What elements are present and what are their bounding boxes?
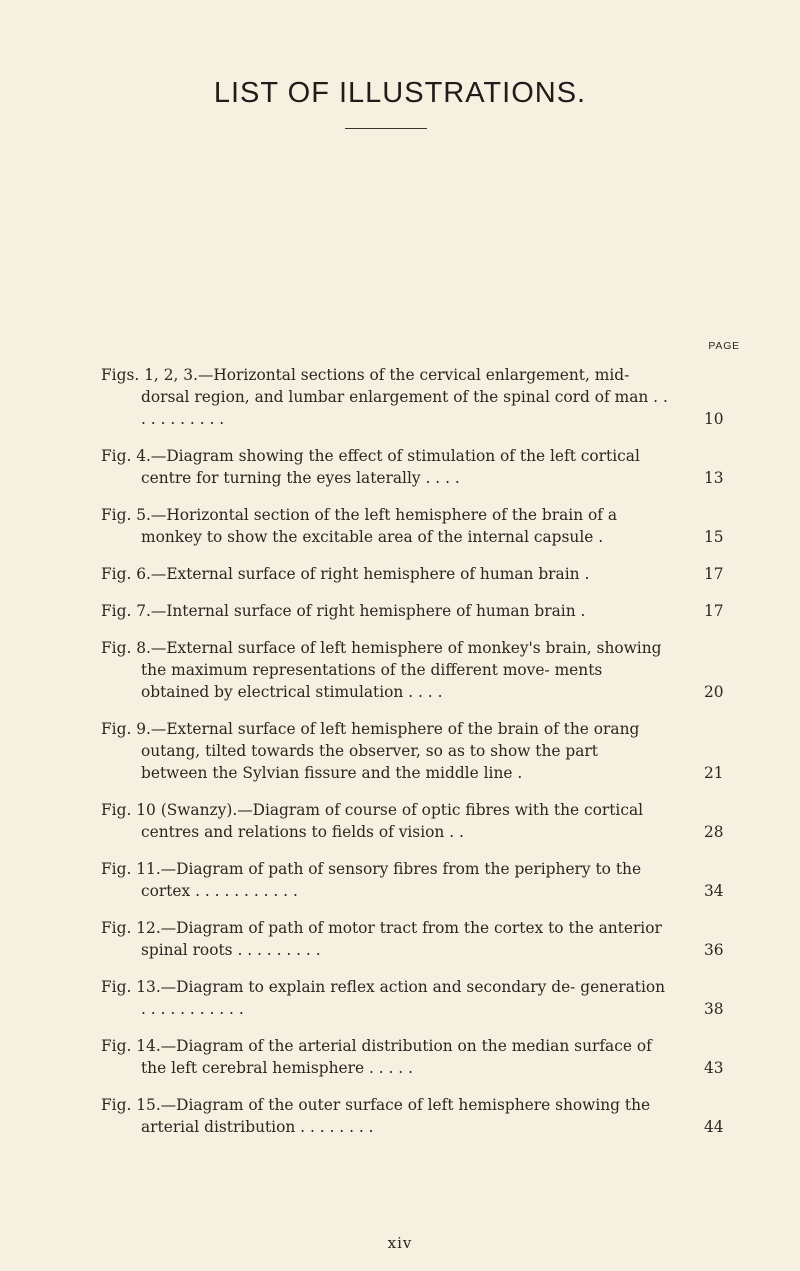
entry-page: 36 bbox=[704, 941, 724, 959]
entry-text: Fig. 6.—External surface of right hemisphere of human brain . bbox=[101, 565, 590, 583]
entry-text: Fig. 14.—Diagram of the arterial distribution on the median surface of the left cerebral hemisphere . . . . . bbox=[101, 1037, 652, 1077]
entry-page: 43 bbox=[704, 1059, 724, 1077]
list-item bbox=[0, 799, 724, 843]
entry-text: Fig. 10 (Swanzy).—Diagram of course of optic fibres with the cortical centres and relations to fields of vision . . bbox=[101, 801, 644, 841]
entry-page: 34 bbox=[704, 882, 724, 900]
list-item bbox=[0, 563, 724, 585]
entry-text: Fig. 5.—Horizontal section of the left hemisphere of the brain of a monkey to show the excitable area of the internal capsule . bbox=[101, 506, 618, 546]
entry-page: 13 bbox=[704, 469, 724, 487]
list-item bbox=[0, 917, 724, 961]
entry-text: Fig. 15.—Diagram of the outer surface of left hemisphere showing the arterial distribution . . . . . . . . bbox=[101, 1096, 651, 1136]
entry-page: 44 bbox=[704, 1118, 724, 1136]
page-column-heading: PAGE bbox=[708, 340, 740, 352]
entry-text: Figs. 1, 2, 3.—Horizontal sections of the cervical enlargement, mid-dorsal region, and lumbar enlargement of the spinal cord of man . . . . . . . . . . . bbox=[101, 366, 668, 428]
list-item bbox=[0, 858, 724, 902]
list-item bbox=[0, 718, 724, 784]
entry-page: 10 bbox=[704, 410, 724, 428]
list-item bbox=[0, 1035, 724, 1079]
list-item bbox=[0, 976, 724, 1020]
entry-page: 28 bbox=[704, 823, 724, 841]
list-item bbox=[0, 1094, 724, 1138]
entry-text: Fig. 4.—Diagram showing the effect of stimulation of the left cortical centre for turning the eyes laterally . . . . bbox=[101, 447, 640, 487]
entry-page: 17 bbox=[704, 602, 724, 620]
page-title: LIST OF ILLUSTRATIONS. bbox=[213, 77, 587, 109]
entry-text: Fig. 8.—External surface of left hemisphere of monkey's brain, showing the maximum representations of the different move- ments obtained by electrical stimulation . . . . bbox=[101, 639, 662, 701]
entry-text: Fig. 7.—Internal surface of right hemisphere of human brain . bbox=[101, 602, 586, 620]
list-item bbox=[0, 504, 724, 548]
list-item bbox=[0, 364, 724, 430]
title-rule bbox=[345, 128, 427, 129]
page-number: xiv bbox=[387, 1234, 413, 1252]
entry-text: Fig. 13.—Diagram to explain reflex action and secondary de- generation . . . . . . . . . . . bbox=[101, 978, 666, 1018]
entry-text: Fig. 12.—Diagram of path of motor tract from the cortex to the anterior spinal roots . . . . . . . . . bbox=[101, 919, 662, 959]
entry-text: Fig. 9.—External surface of left hemisphere of the brain of the orang outang, tilted towards the observer, so as to show the part between the Sylvian fissure and the middle line . bbox=[101, 720, 640, 782]
entry-page: 38 bbox=[704, 1000, 724, 1018]
entry-text: Fig. 11.—Diagram of path of sensory fibres from the periphery to the cortex . . . . . . . . . . . bbox=[101, 860, 642, 900]
list-item bbox=[0, 637, 724, 703]
list-item bbox=[0, 600, 724, 622]
entry-page: 21 bbox=[704, 764, 724, 782]
entry-page: 17 bbox=[704, 565, 724, 583]
list-item bbox=[0, 445, 724, 489]
entry-page: 20 bbox=[704, 683, 724, 701]
illustration-list bbox=[0, 364, 800, 1153]
entry-page: 15 bbox=[704, 528, 724, 546]
